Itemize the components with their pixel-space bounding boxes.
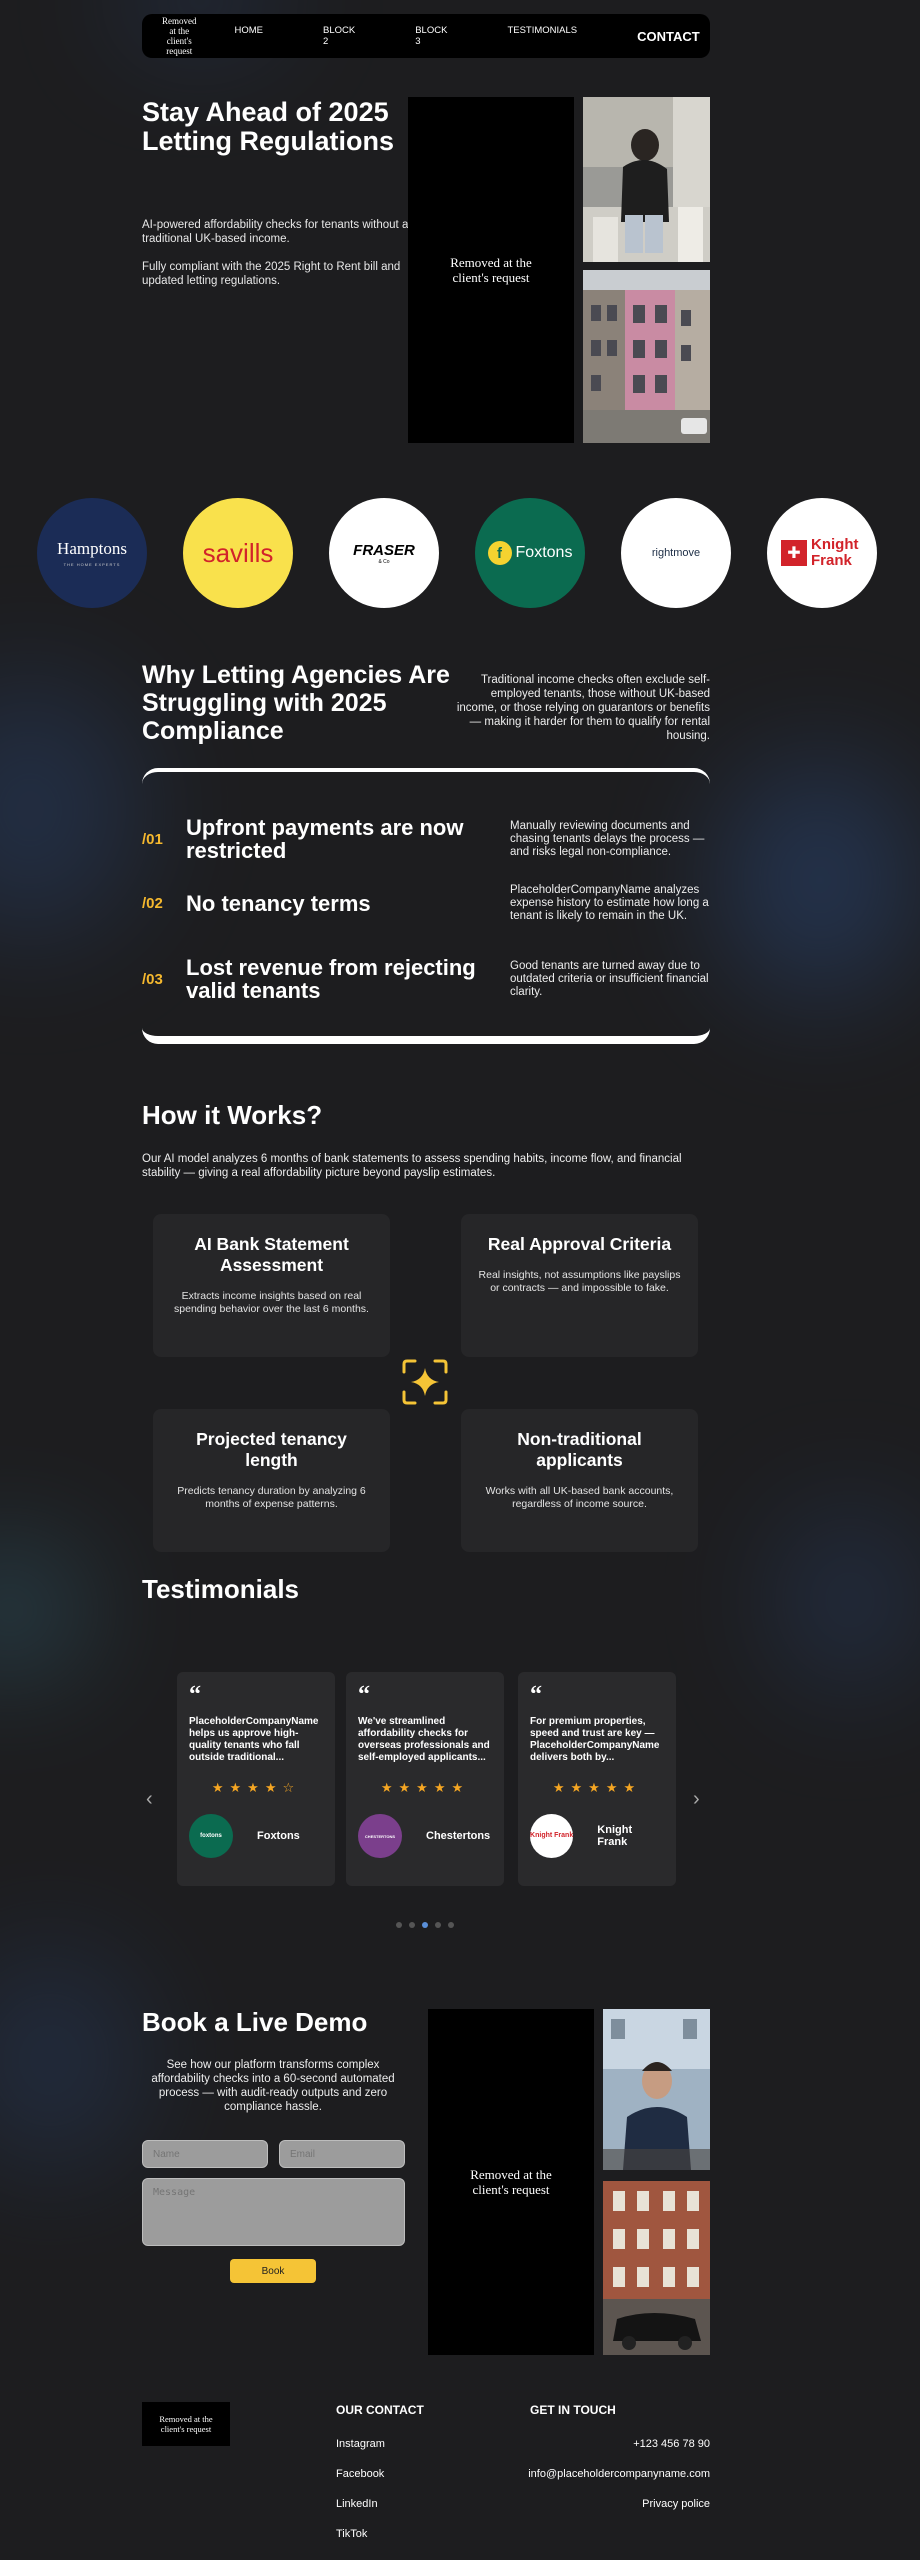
nav-links xyxy=(235,25,638,47)
feature-card-title: Non-traditional applicants xyxy=(517,1429,642,1470)
knight-frank-mark-icon: ✚ xyxy=(781,540,807,566)
problem-title: No tenancy terms xyxy=(186,891,371,916)
footer-contact-title: OUR CONTACT xyxy=(336,2403,424,2417)
testimonial-author-name: Knight Frank xyxy=(597,1824,633,1848)
carousel-dot[interactable] xyxy=(409,1922,415,1928)
how-section-intro: Our AI model analyzes 6 months of bank statements to assess spending habits, income flow, and financial stability — giving a real affordability picture beyond payslip estimates. xyxy=(142,1153,682,1179)
problem-title: Upfront payments are now restricted xyxy=(186,815,464,863)
nav-link-block-3[interactable]: BLOCK 3 xyxy=(415,25,448,47)
footer-touch-title: GET IN TOUCH xyxy=(530,2403,616,2417)
feature-card-description: Works with all UK-based bank accounts, regardless of income source. xyxy=(485,1485,674,1510)
carousel-dot[interactable] xyxy=(396,1922,402,1928)
testimonial-card-3 xyxy=(518,1672,676,1886)
carousel-prev-arrow[interactable]: ‹ xyxy=(146,1788,153,1810)
avatar: foxtons xyxy=(189,1814,233,1858)
pink-townhouse-image xyxy=(583,270,710,443)
demo-photo-man xyxy=(603,2009,710,2170)
testimonial-card-2 xyxy=(346,1672,504,1886)
brick-street-taxi-image xyxy=(603,2181,710,2355)
problem-description: Manually reviewing documents and chasing tenants delays the process — and risks legal non-compliance. xyxy=(510,819,705,858)
hero-removed-text: Removed at the client's request xyxy=(450,255,532,285)
footer-privacy-link[interactable]: Privacy police xyxy=(642,2498,710,2510)
name-input[interactable] xyxy=(142,2140,268,2168)
nav-contact-button[interactable]: CONTACT xyxy=(637,28,700,44)
top-navbar xyxy=(142,14,710,58)
feature-card-bank-assessment xyxy=(153,1214,390,1357)
problem-row-2 xyxy=(142,884,710,923)
feature-card-approval-criteria xyxy=(461,1214,698,1357)
demo-removed-text: Removed at the client's request xyxy=(470,2167,552,2197)
problem-row-3 xyxy=(142,956,710,1002)
partner-logo-fraser xyxy=(329,498,439,608)
footer-link-facebook[interactable]: Facebook xyxy=(336,2468,385,2480)
quote-icon: “ xyxy=(189,1682,201,1708)
footer-email[interactable]: info@placeholdercompanyname.com xyxy=(528,2468,710,2480)
problem-number: /02 xyxy=(142,895,163,912)
feature-card-tenancy-length xyxy=(153,1409,390,1552)
partner-logo-knight-frank xyxy=(767,498,877,608)
partner-logo-rightmove xyxy=(621,498,731,608)
demo-photo-street xyxy=(603,2181,710,2355)
feature-card-description: Extracts income insights based on real spending behavior over the last 6 months. xyxy=(174,1290,369,1315)
partner-name: Knight Frank xyxy=(811,536,859,569)
woman-on-steps-image xyxy=(583,97,710,262)
man-portrait-image xyxy=(603,2009,710,2170)
problem-title: Lost revenue from rejecting valid tenants xyxy=(186,955,476,1003)
problem-description: PlaceholderCompanyName analyzes expense history to estimate how long a tenant is likely to remain in the UK. xyxy=(510,884,709,922)
problems-box xyxy=(142,768,710,1044)
footer-link-instagram[interactable]: Instagram xyxy=(336,2438,385,2450)
partner-logo-savills xyxy=(183,498,293,608)
testimonial-quote: We've streamlined affordability checks for overseas professionals and self-employed applicants... xyxy=(358,1716,490,1763)
partner-sub: THE HOME EXPERTS xyxy=(63,562,121,567)
footer-link-linkedin[interactable]: LinkedIn xyxy=(336,2498,378,2510)
nav-link-block-2[interactable]: BLOCK 2 xyxy=(323,25,356,47)
feature-card-title: AI Bank Statement Assessment xyxy=(194,1234,349,1275)
demo-removed-placeholder xyxy=(428,2009,594,2355)
nav-logo[interactable]: Removed at the client's request xyxy=(162,16,197,56)
why-section-intro: Traditional income checks often exclude self-employed tenants, those without UK-based income, or those relying on guarantors or benefits — making it harder for them to qualify for rental housing. xyxy=(456,674,710,742)
problem-row-1 xyxy=(142,816,710,862)
testimonial-author xyxy=(358,1814,492,1858)
star-rating: ★★★★☆ xyxy=(211,1780,301,1795)
problem-number: /01 xyxy=(142,830,163,848)
hero-photo-woman xyxy=(583,97,710,262)
testimonial-author-name: Chestertons xyxy=(426,1830,491,1842)
hero-photo-houses xyxy=(583,270,710,443)
email-input[interactable] xyxy=(279,2140,405,2168)
partner-name: FRASER xyxy=(353,541,415,559)
quote-icon: “ xyxy=(530,1682,542,1708)
feature-card-description: Predicts tenancy duration by analyzing 6 months of expense patterns. xyxy=(177,1485,366,1510)
testimonial-author-name: Foxtons xyxy=(257,1830,300,1842)
hero-title: Stay Ahead of 2025 Letting Regulations xyxy=(142,97,394,156)
partner-name: Foxtons xyxy=(515,544,573,561)
message-textarea[interactable] xyxy=(142,2178,405,2246)
quote-icon: “ xyxy=(358,1682,370,1708)
star-rating: ★★★★★ xyxy=(380,1780,470,1795)
feature-card-title: Projected tenancy length xyxy=(196,1429,347,1470)
hero-compliance-note: Fully compliant with the 2025 Right to Rent bill and updated letting regulations. xyxy=(142,261,401,287)
partner-name: savills xyxy=(202,537,274,568)
testimonial-quote: For premium properties, speed and trust are key — PlaceholderCompanyName delivers both by... xyxy=(530,1716,660,1763)
feature-card-title: Real Approval Criteria xyxy=(487,1234,672,1254)
avatar: CHESTERTONS xyxy=(358,1814,402,1858)
carousel-dot-active[interactable] xyxy=(422,1922,428,1928)
scan-sparkle-icon xyxy=(401,1358,449,1406)
partner-logo-foxtons xyxy=(475,498,585,608)
hero-description: AI-powered affordability checks for tenants without a traditional UK-based income. xyxy=(142,219,409,245)
testimonial-card-1 xyxy=(177,1672,335,1886)
testimonials-title: Testimonials xyxy=(142,1574,300,1604)
testimonial-quote: PlaceholderCompanyName helps us approve high-quality tenants who fall outside traditional... xyxy=(189,1716,319,1763)
star-rating: ★★★★★ xyxy=(552,1780,642,1795)
footer-logo[interactable] xyxy=(142,2402,230,2446)
testimonial-author xyxy=(189,1814,323,1858)
partner-logo-hamptons xyxy=(37,498,147,608)
feature-card-description: Real insights, not assumptions like payslips or contracts — and impossible to fake. xyxy=(478,1269,681,1294)
book-button[interactable]: Book xyxy=(230,2259,316,2283)
nav-link-home[interactable]: HOME xyxy=(234,25,263,36)
testimonial-author xyxy=(530,1814,664,1858)
demo-section-intro: See how our platform transforms complex affordability checks into a 60-second automated process — with audit-ready outputs and zero compliance hassle. xyxy=(151,2059,395,2113)
partner-name: rightmove xyxy=(651,547,701,559)
footer-link-tiktok[interactable]: TikTok xyxy=(336,2528,368,2540)
feature-card-non-traditional xyxy=(461,1409,698,1552)
carousel-dot[interactable] xyxy=(435,1922,441,1928)
hero-removed-placeholder xyxy=(408,97,574,443)
carousel-dot[interactable] xyxy=(448,1922,454,1928)
why-section-title: Why Letting Agencies Are Struggling with 2025 Compliance xyxy=(142,661,450,745)
problem-description: Good tenants are turned away due to outdated criteria or insufficient financial clarity. xyxy=(510,959,709,998)
partner-name: Hamptons xyxy=(57,539,127,558)
nav-link-testimonials[interactable]: TESTIMONIALS xyxy=(507,25,578,36)
avatar: Knight Frank xyxy=(530,1814,573,1858)
foxtons-f-icon: f xyxy=(488,541,512,565)
footer-phone[interactable]: +123 456 78 90 xyxy=(633,2438,710,2450)
footer-logo-text: Removed at the client's request xyxy=(159,2414,213,2434)
partner-sub: & Co xyxy=(378,558,390,565)
how-section-title: How it Works? xyxy=(142,1100,323,1130)
demo-section-title: Book a Live Demo xyxy=(142,2007,368,2037)
problem-number: /03 xyxy=(142,970,163,988)
carousel-next-arrow[interactable]: › xyxy=(693,1788,700,1810)
